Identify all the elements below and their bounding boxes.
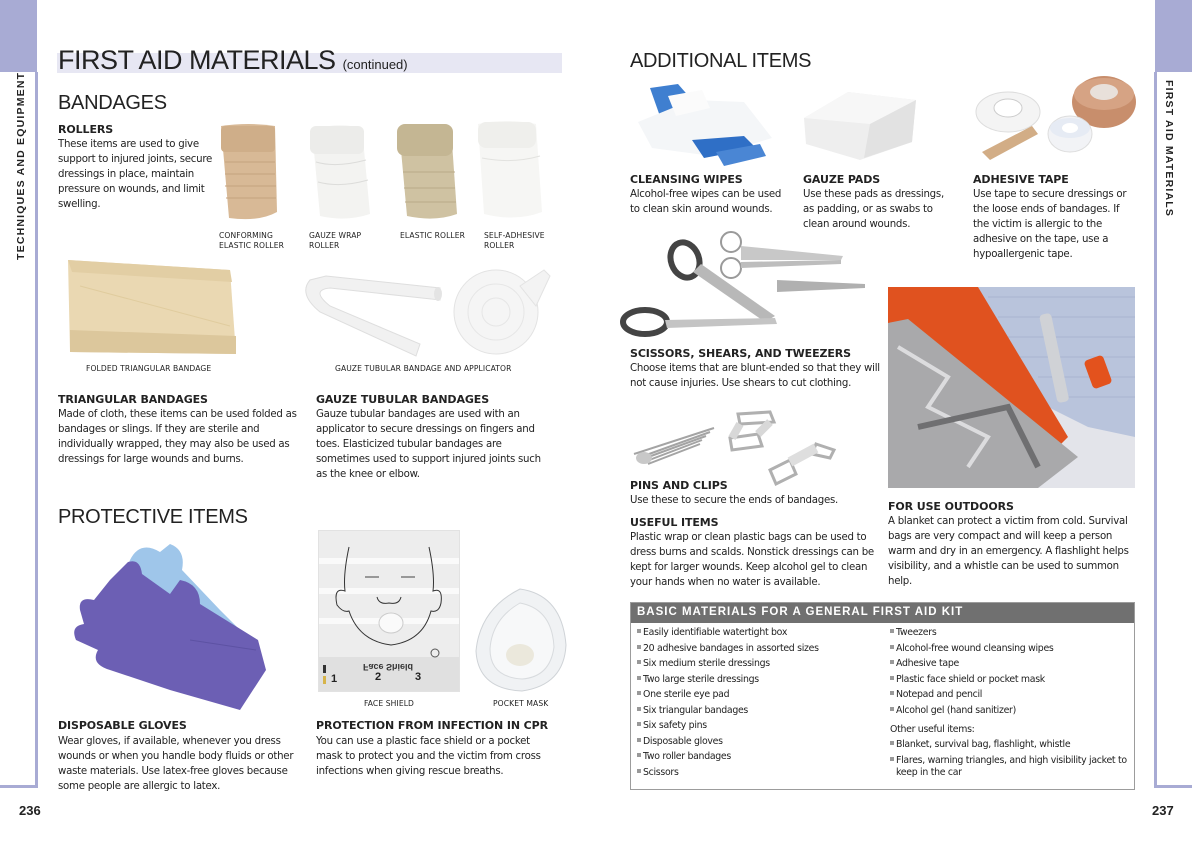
page-title [58,45,408,76]
self-adhesive-roller-image [476,118,546,222]
bullet-icon [637,722,641,726]
pocket-mask-image [470,585,570,695]
bullet-icon [890,629,894,633]
bullet-icon [637,691,641,695]
page-title-text: FIRST AID MATERIALS [58,45,336,75]
page-title-suffix: (continued) [342,57,408,72]
rollers-heading: ROLLERS [58,123,114,136]
face-shield-image [318,530,460,692]
cleansing-wipes-image [632,82,780,168]
pins-clips-heading: PINS AND CLIPS [630,479,728,492]
bullet-icon [637,629,641,633]
outdoors-text: A blanket can protect a victim from cold. Survival bags are very compact and will keep a person warm and dry in an emergency. A flashlight helps visibility, and a whistle can be used to summon help. [888,516,1129,587]
kit-item: Scissors [637,765,819,781]
outdoor-survival-items-photo [888,287,1135,488]
left-rail-tab [0,0,37,72]
right-rail-line [1154,72,1157,788]
bullet-icon [637,707,641,711]
right-page-number: 237 [1152,803,1174,818]
kit-column-1 [637,625,819,780]
bullet-icon [890,660,894,664]
gauze-wrap-roller-image [306,122,376,222]
kit-item: One sterile eye pad [637,687,819,703]
disposable-gloves-image [70,540,280,715]
bullet-icon [637,660,641,664]
outdoors-heading: FOR USE OUTDOORS [888,500,1014,513]
bandages-heading: BANDAGES [58,92,167,114]
bullet-icon [890,741,894,745]
face-shield-step-2: 2 [375,671,382,683]
pins-and-clips-image [630,410,845,490]
adhesive-tape-image [972,72,1138,164]
scissors-text: Choose items that are blunt-ended so that they will not cause injuries. Use shears to cut clothing. [630,363,880,389]
bullet-icon [890,757,894,761]
kit-item: Adhesive tape [890,656,1130,672]
cpr-protection-heading: PROTECTION FROM INFECTION IN CPR [316,719,548,732]
left-rail-label: TECHNIQUES AND EQUIPMENT [15,71,27,260]
elastic-roller-image [395,122,461,222]
right-rail-tab [1155,0,1192,72]
cleansing-wipes-heading: CLEANSING WIPES [630,173,743,186]
kit-item: Flares, warning triangles, and high visibility jacket to keep in the car [890,755,1130,779]
gauze-pads-text: Use these pads as dressings, as padding, or as swabs to clean around wounds. [803,189,944,230]
bullet-icon [637,676,641,680]
pins-clips-text: Use these to secure the ends of bandages. [630,495,839,506]
right-rail-label: FIRST AID MATERIALS [1163,80,1175,218]
gauze-pads-heading: GAUZE PADS [803,173,881,186]
kit-item: Alcohol-free wound cleansing wipes [890,641,1130,657]
caption-conforming-elastic-roller: CONFORMING ELASTIC ROLLER [219,231,285,250]
kit-item: Notepad and pencil [890,687,1130,703]
face-shield-step-3: 3 [415,671,422,683]
caption-elastic-roller: ELASTIC ROLLER [400,231,466,240]
caption-folded-triangular-bandage: FOLDED TRIANGULAR BANDAGE [86,364,212,373]
kit-item: Alcohol gel (hand sanitizer) [890,703,1130,719]
first-aid-kit-box [630,602,1135,790]
caption-gauze-tubular-bandage: GAUZE TUBULAR BANDAGE AND APPLICATOR [335,364,512,373]
bullet-icon [890,707,894,711]
protective-items-heading: PROTECTIVE ITEMS [58,506,248,528]
gauze-tubular-text: Gauze tubular bandages are used with an applicator to secure dressings on fingers and toes. Elasticized tubular bandages are sometimes used to support injured joints such as the knee or elbow. [316,409,541,480]
bullet-icon [890,676,894,680]
bullet-icon [637,769,641,773]
bullet-icon [637,753,641,757]
disposable-gloves-text: Wear gloves, if available, whenever you dress wounds or when you handle body fluids or other waste materials. Use latex-free gloves because some people are allergic to latex. [58,736,294,792]
kit-item: Plastic face shield or pocket mask [890,672,1130,688]
bullet-icon [890,645,894,649]
kit-item: Two large sterile dressings [637,672,819,688]
useful-items-heading: USEFUL ITEMS [630,516,719,529]
disposable-gloves-heading: DISPOSABLE GLOVES [58,719,187,732]
scissors-heading: SCISSORS, SHEARS, AND TWEEZERS [630,347,851,360]
kit-item: Six triangular bandages [637,703,819,719]
right-rail-bottom-line [1154,785,1192,788]
kit-item: Disposable gloves [637,734,819,750]
caption-pocket-mask: POCKET MASK [493,699,549,708]
folded-triangular-bandage-image [60,256,240,360]
rollers-text: These items are used to give support to injured joints, secure dressings in place, maintain pressure on wounds, and limit swelling. [58,139,213,210]
kit-item: Blanket, survival bag, flashlight, whistle [890,737,1130,753]
caption-self-adhesive-roller: SELF-ADHESIVE ROLLER [484,231,545,250]
additional-items-heading: ADDITIONAL ITEMS [630,50,812,72]
scissors-shears-tweezers-image [615,226,870,344]
kit-item: Easily identifiable watertight box [637,625,819,641]
face-shield-step-1: 1 [331,673,338,685]
tubular-bandage-applicator-image [300,266,552,358]
cleansing-wipes-text: Alcohol-free wipes can be used to clean skin around wounds. [630,189,782,215]
triangular-bandages-text: Made of cloth, these items can be used folded as bandages or slings. If they are sterile and individually wrapped, they may also be used as dressings for large wounds and burns. [58,409,297,465]
kit-item: Six safety pins [637,718,819,734]
cpr-protection-text: You can use a plastic face shield or a pocket mask to protect you and the victim from cross infections when giving rescue breaths. [316,736,541,777]
kit-item: Two roller bandages [637,749,819,765]
caption-face-shield: FACE SHIELD [364,699,414,708]
kit-item: Six medium sterile dressings [637,656,819,672]
caption-gauze-wrap-roller: GAUZE WRAP ROLLER [309,231,362,250]
first-aid-kit-heading: BASIC MATERIALS FOR A GENERAL FIRST AID KIT [631,603,1134,623]
gauze-pads-image [800,88,920,162]
other-useful-items-heading: Other useful items: [890,724,975,735]
bullet-icon [637,645,641,649]
triangular-bandages-heading: TRIANGULAR BANDAGES [58,393,208,406]
kit-item: Tweezers [890,625,1130,641]
face-shield-print: Face Shield [363,662,414,672]
bullet-icon [637,738,641,742]
adhesive-tape-text: Use tape to secure dressings or the loose ends of bandages. If the victim is allergic to the adhesive on the tape, use a hypoallergenic tape. [973,189,1127,260]
left-rail-bottom-line [0,785,38,788]
left-page-number: 236 [19,803,41,818]
kit-item: 20 adhesive bandages in assorted sizes [637,641,819,657]
kit-column-2 [890,625,1130,779]
left-rail-line [35,72,38,788]
adhesive-tape-heading: ADHESIVE TAPE [973,173,1069,186]
conforming-elastic-roller-image [219,122,283,222]
bullet-icon [890,691,894,695]
useful-items-text: Plastic wrap or clean plastic bags can be used to dress burns and scalds. Nonstick dressings can be kept for larger wounds. Keep alcohol gel to clean your hands when no water is available. [630,532,874,588]
gauze-tubular-heading: GAUZE TUBULAR BANDAGES [316,393,490,406]
